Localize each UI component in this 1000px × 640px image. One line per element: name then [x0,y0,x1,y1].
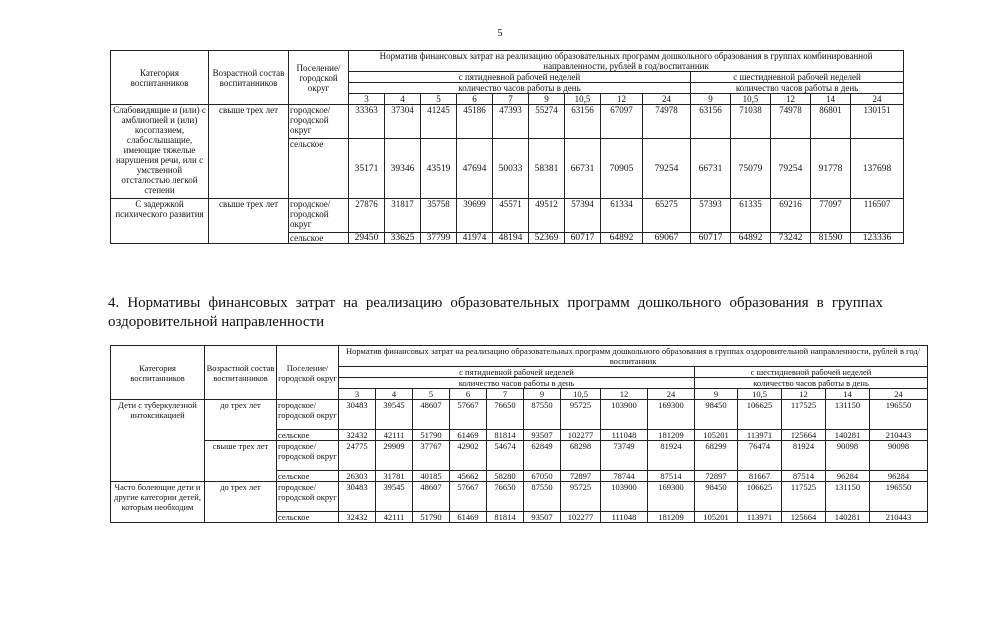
value-cell: 169300 [648,482,695,512]
value-cell: 24775 [339,441,376,471]
settlement-cell: сельское [277,430,339,441]
value-cell: 78744 [601,471,648,482]
value-cell: 42111 [376,512,413,523]
value-cell: 196550 [870,482,928,512]
value-cell: 47694 [457,139,493,199]
value-cell: 29450 [349,233,385,244]
hours-cell: 24 [851,94,904,105]
hours-cell: 24 [648,389,695,400]
value-cell: 68298 [561,441,601,471]
value-cell: 105201 [695,512,738,523]
hours-cell: 9 [529,94,565,105]
hours-cell: 9 [691,94,731,105]
header-hours-label-6: количество часов работы в день [695,378,928,389]
value-cell: 72897 [695,471,738,482]
value-cell: 102277 [561,430,601,441]
value-cell: 47393 [493,105,529,139]
header-category: Категория воспитанников [111,346,205,400]
value-cell: 81924 [782,441,826,471]
value-cell: 75079 [731,139,771,199]
header-settlement: Поселение/ городской округ [277,346,339,400]
value-cell: 76474 [738,441,782,471]
settlement-cell: городское/ городской округ [289,199,349,233]
value-cell: 35171 [349,139,385,199]
age-cell: свыше трех лет [205,441,277,482]
value-cell: 41245 [421,105,457,139]
value-cell: 68299 [695,441,738,471]
value-cell: 57667 [450,400,487,430]
category-cell: Дети с туберкулезной интоксикацией [111,400,205,482]
value-cell: 140281 [826,430,870,441]
value-cell: 79254 [771,139,811,199]
value-cell: 57667 [450,482,487,512]
value-cell: 181209 [648,430,695,441]
value-cell: 102277 [561,512,601,523]
value-cell: 74978 [643,105,691,139]
header-category: Категория воспитанников [111,51,209,105]
settlement-cell: городское/ городской округ [277,400,339,430]
settlement-cell: сельское [277,471,339,482]
value-cell: 57393 [691,199,731,233]
value-cell: 76650 [487,482,524,512]
hours-cell: 3 [349,94,385,105]
value-cell: 91778 [811,139,851,199]
combined-norms-table [110,50,904,244]
hours-cell: 4 [385,94,421,105]
value-cell: 42902 [450,441,487,471]
hours-cell: 24 [870,389,928,400]
value-cell: 57394 [565,199,601,233]
value-cell: 40185 [413,471,450,482]
header-age: Возрастной состав воспитанников [205,346,277,400]
value-cell: 61469 [450,512,487,523]
value-cell: 130151 [851,105,904,139]
section-heading: 4. Нормативы финансовых затрат на реализацию образовательных программ дошкольного образования в группах оздоровительной направленности [108,295,883,330]
value-cell: 65275 [643,199,691,233]
value-cell: 35758 [421,199,457,233]
value-cell: 45571 [493,199,529,233]
value-cell: 98450 [695,400,738,430]
value-cell: 106625 [738,482,782,512]
value-cell: 51790 [413,430,450,441]
value-cell: 125664 [782,512,826,523]
age-cell: свыше трех лет [209,199,289,244]
settlement-cell: городское/ городской округ [277,482,339,512]
value-cell: 125664 [782,430,826,441]
value-cell: 67050 [524,471,561,482]
value-cell: 86801 [811,105,851,139]
value-cell: 39545 [376,400,413,430]
value-cell: 51790 [413,512,450,523]
value-cell: 131150 [826,482,870,512]
settlement-cell: городское/ городской округ [289,105,349,139]
header-five-day: с пятидневной рабочей неделей [339,367,695,378]
value-cell: 27876 [349,199,385,233]
value-cell: 43519 [421,139,457,199]
header-six-day: с шестидневной рабочей неделей [695,367,928,378]
value-cell: 111048 [601,512,648,523]
table-body [111,105,904,244]
value-cell: 39699 [457,199,493,233]
value-cell: 60717 [565,233,601,244]
value-cell: 49512 [529,199,565,233]
value-cell: 55274 [529,105,565,139]
value-cell: 37767 [413,441,450,471]
value-cell: 60717 [691,233,731,244]
category-cell: Слабовидящие и (или) с амблиопией и (или) косоглазием, слабослышащие, имеющие тяжелые нарушения речи, или с умственной отсталостью легкой степени [111,105,209,199]
value-cell: 181209 [648,512,695,523]
value-cell: 71038 [731,105,771,139]
value-cell: 61335 [731,199,771,233]
value-cell: 169300 [648,400,695,430]
value-cell: 87550 [524,400,561,430]
header-six-day: с шестидневной рабочей неделей [691,72,904,83]
value-cell: 87550 [524,482,561,512]
value-cell: 77097 [811,199,851,233]
value-cell: 69216 [771,199,811,233]
header-norm-title: Норматив финансовых затрат на реализацию образовательных программ дошкольного образования в группах комбинированной направленности, рублей в год/воспитанник [349,51,904,72]
value-cell: 58381 [529,139,565,199]
value-cell: 81590 [811,233,851,244]
table-row [111,441,928,471]
header-settlement: Поселение/ городской округ [289,51,349,105]
category-cell: С задержкой психического развития [111,199,209,244]
header-norm-title: Норматив финансовых затрат на реализацию образовательных программ дошкольного образования в группах оздоровительной направленности, рублей в год/воспитанник [339,346,928,367]
hours-cell: 24 [643,94,691,105]
hours-cell: 6 [450,389,487,400]
value-cell: 42111 [376,430,413,441]
header-hours-label-6: количество часов работы в день [691,83,904,94]
value-cell: 48607 [413,400,450,430]
age-cell: до трех лет [205,482,277,523]
value-cell: 113971 [738,512,782,523]
value-cell: 90098 [870,441,928,471]
value-cell: 116507 [851,199,904,233]
value-cell: 26303 [339,471,376,482]
value-cell: 48194 [493,233,529,244]
value-cell: 45186 [457,105,493,139]
table-row [111,105,904,139]
value-cell: 81924 [648,441,695,471]
header-hours-label-5: количество часов работы в день [339,378,695,389]
hours-cell: 7 [487,389,524,400]
hours-cell: 3 [339,389,376,400]
value-cell: 140281 [826,512,870,523]
value-cell: 196550 [870,400,928,430]
settlement-cell: городское/ городской округ [277,441,339,471]
hours-cell: 9 [524,389,561,400]
value-cell: 32432 [339,430,376,441]
header-age: Возрастной состав воспитанников [209,51,289,105]
value-cell: 81814 [487,512,524,523]
hours-cell: 4 [376,389,413,400]
value-cell: 66731 [691,139,731,199]
category-cell: Часто болеющие дети и другие категории детей, которым необходим [111,482,205,523]
value-cell: 87514 [782,471,826,482]
value-cell: 74978 [771,105,811,139]
value-cell: 103900 [601,482,648,512]
value-cell: 90098 [826,441,870,471]
table-body [111,400,928,523]
value-cell: 33625 [385,233,421,244]
value-cell: 29909 [376,441,413,471]
value-cell: 103900 [601,400,648,430]
page-number: 5 [497,28,503,39]
value-cell: 210443 [870,512,928,523]
value-cell: 95725 [561,482,601,512]
value-cell: 131150 [826,400,870,430]
hours-cell: 7 [493,94,529,105]
value-cell: 79254 [643,139,691,199]
value-cell: 72897 [561,471,601,482]
value-cell: 105201 [695,430,738,441]
value-cell: 87514 [648,471,695,482]
value-cell: 66731 [565,139,601,199]
value-cell: 96284 [870,471,928,482]
hours-cell: 14 [811,94,851,105]
value-cell: 73242 [771,233,811,244]
hours-cell: 10,5 [565,94,601,105]
health-norms-table [110,345,928,523]
value-cell: 33363 [349,105,385,139]
value-cell: 63156 [565,105,601,139]
value-cell: 64892 [601,233,643,244]
table-row [111,199,904,233]
value-cell: 58280 [487,471,524,482]
hours-cell: 10,5 [561,389,601,400]
value-cell: 61334 [601,199,643,233]
value-cell: 64892 [731,233,771,244]
hours-cell: 10,5 [731,94,771,105]
hours-cell: 9 [695,389,738,400]
value-cell: 73749 [601,441,648,471]
value-cell: 48607 [413,482,450,512]
hours-cell: 5 [413,389,450,400]
hours-cell: 12 [601,94,643,105]
hours-cell: 12 [601,389,648,400]
value-cell: 70905 [601,139,643,199]
hours-cell: 5 [421,94,457,105]
hours-cell: 12 [782,389,826,400]
value-cell: 76650 [487,400,524,430]
table-row [111,400,928,430]
hours-cell: 14 [826,389,870,400]
age-cell: до трех лет [205,400,277,441]
value-cell: 123336 [851,233,904,244]
table-row [111,482,928,512]
value-cell: 69067 [643,233,691,244]
settlement-cell: сельское [277,512,339,523]
value-cell: 81667 [738,471,782,482]
value-cell: 113971 [738,430,782,441]
value-cell: 37304 [385,105,421,139]
value-cell: 106625 [738,400,782,430]
value-cell: 31817 [385,199,421,233]
settlement-cell: сельское [289,139,349,199]
value-cell: 45662 [450,471,487,482]
value-cell: 62849 [524,441,561,471]
value-cell: 81814 [487,430,524,441]
value-cell: 98450 [695,482,738,512]
value-cell: 52369 [529,233,565,244]
value-cell: 117525 [782,482,826,512]
value-cell: 30483 [339,400,376,430]
value-cell: 93507 [524,430,561,441]
value-cell: 39545 [376,482,413,512]
value-cell: 63156 [691,105,731,139]
value-cell: 93507 [524,512,561,523]
hours-cell: 10,5 [738,389,782,400]
value-cell: 111048 [601,430,648,441]
header-five-day: с пятидневной рабочей неделей [349,72,691,83]
value-cell: 39346 [385,139,421,199]
value-cell: 41974 [457,233,493,244]
value-cell: 61469 [450,430,487,441]
age-cell: свыше трех лет [209,105,289,199]
hours-cell: 6 [457,94,493,105]
value-cell: 95725 [561,400,601,430]
value-cell: 54674 [487,441,524,471]
value-cell: 117525 [782,400,826,430]
value-cell: 210443 [870,430,928,441]
value-cell: 30483 [339,482,376,512]
value-cell: 67097 [601,105,643,139]
settlement-cell: сельское [289,233,349,244]
value-cell: 96284 [826,471,870,482]
hours-cell: 12 [771,94,811,105]
value-cell: 32432 [339,512,376,523]
value-cell: 137698 [851,139,904,199]
value-cell: 31781 [376,471,413,482]
value-cell: 50033 [493,139,529,199]
header-hours-label-5: количество часов работы в день [349,83,691,94]
value-cell: 37799 [421,233,457,244]
